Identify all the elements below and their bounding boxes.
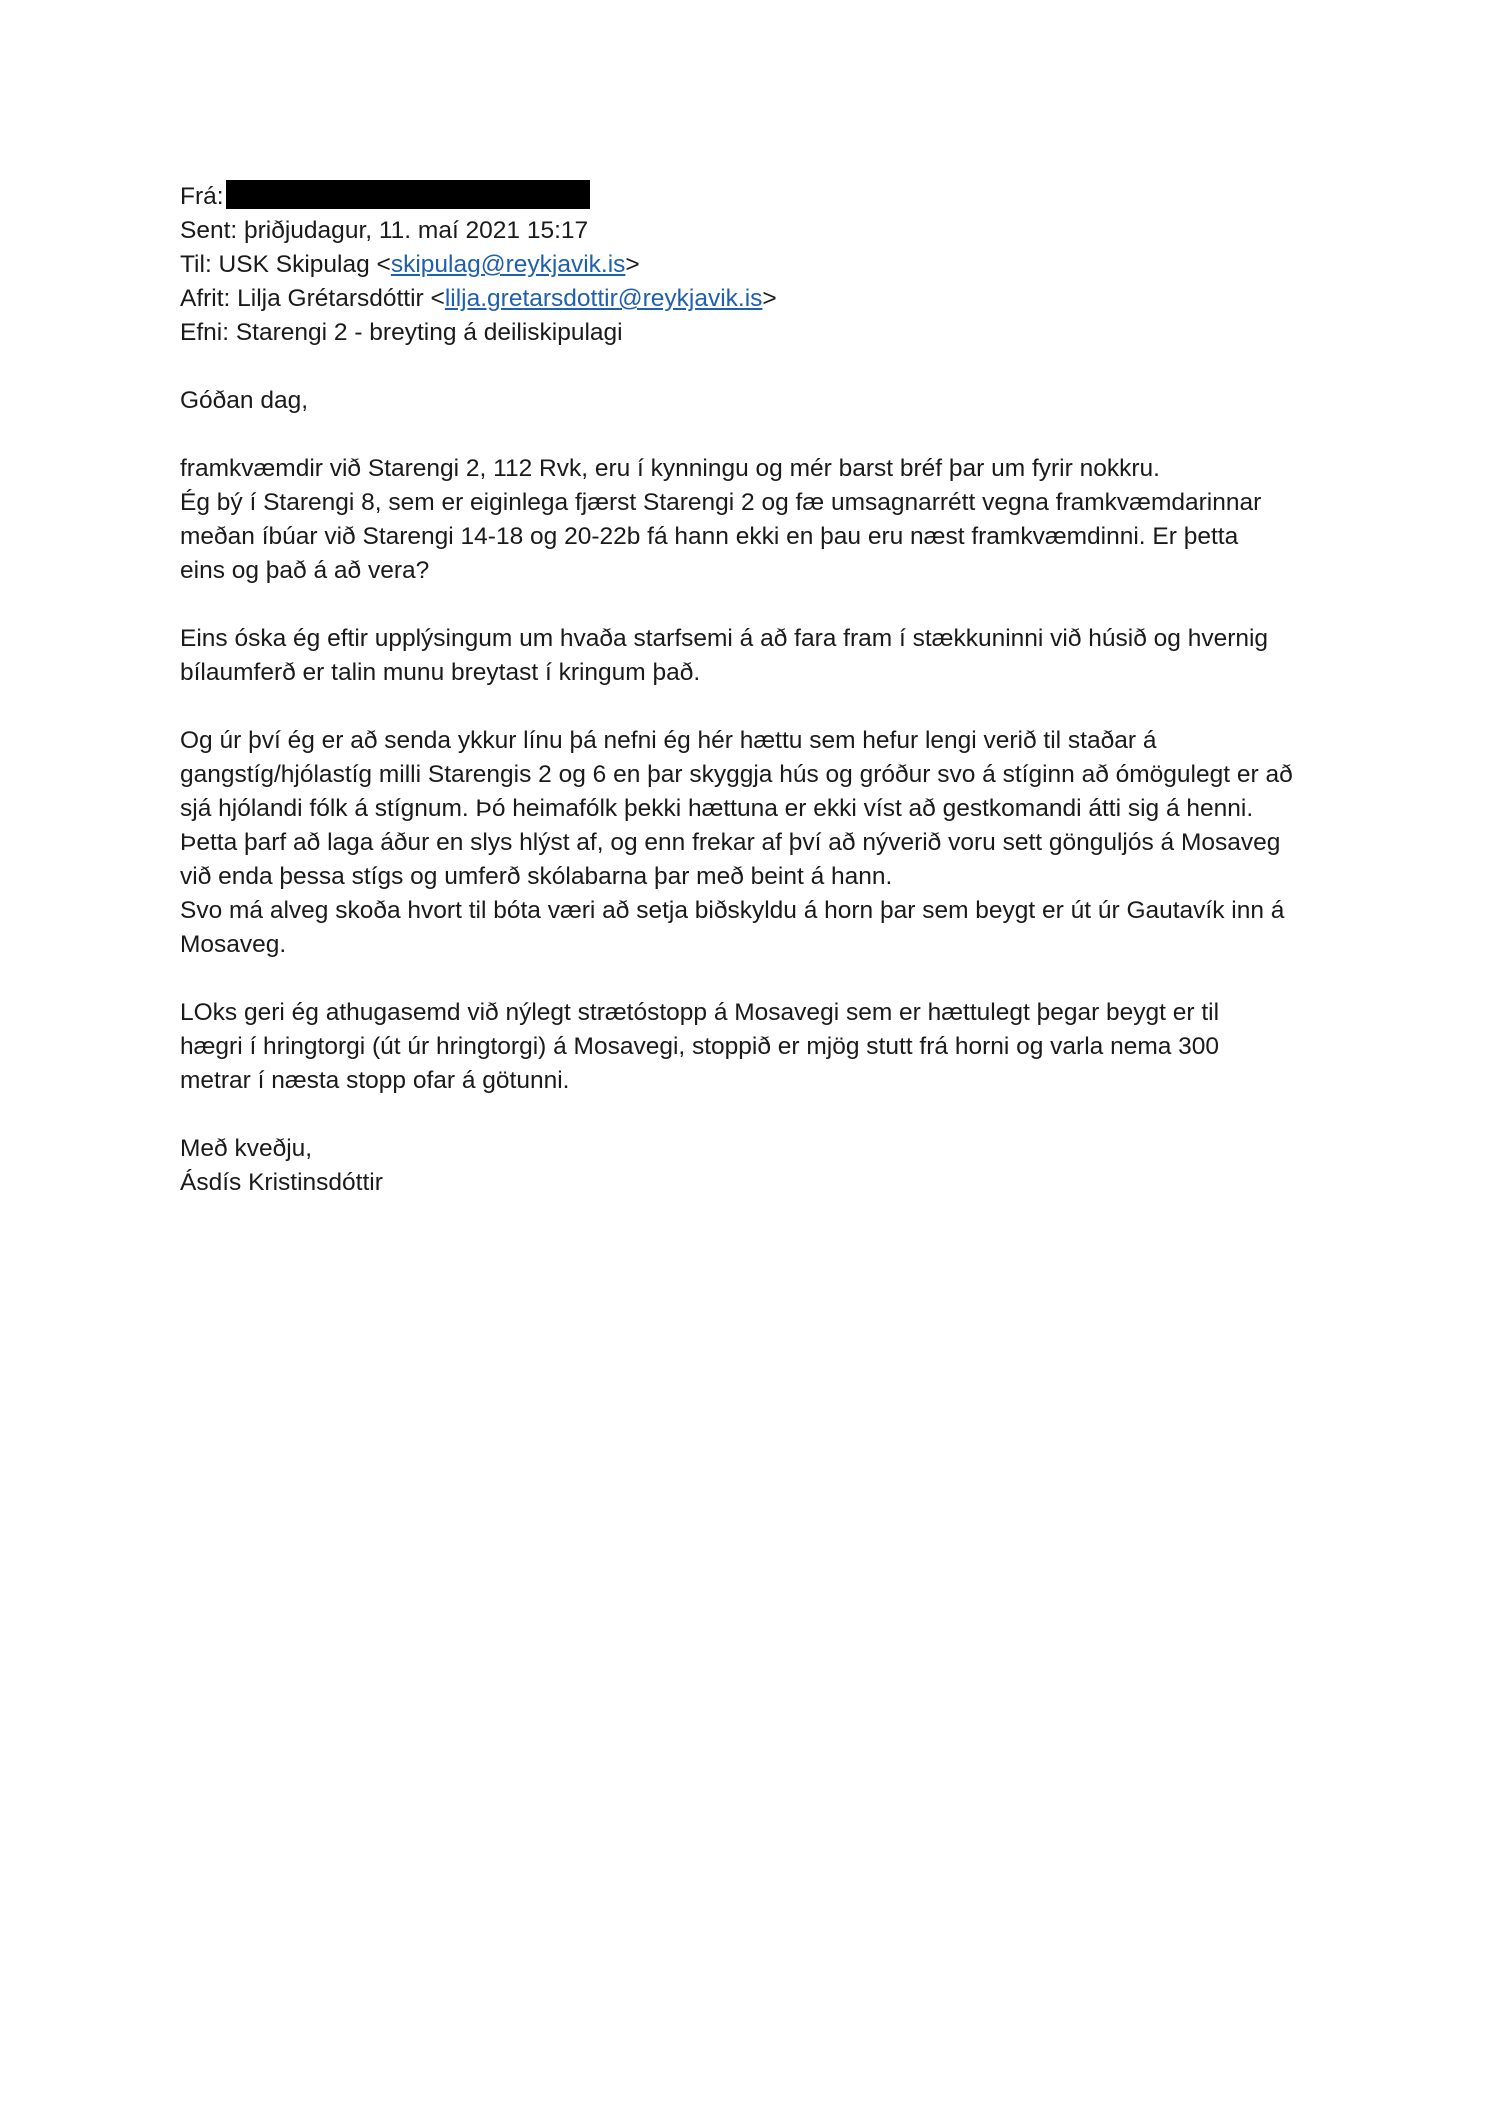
text-line: bílaumferð er talin munu breytast í kringum það. bbox=[180, 659, 701, 686]
email-document bbox=[180, 180, 1350, 1200]
text-line: Eins óska ég eftir upplýsingum um hvaða starfsemi á að fara fram í stækkuninni við húsið og hvernig bbox=[180, 625, 1269, 652]
cc-prefix: Afrit: Lilja Grétarsdóttir < bbox=[180, 285, 445, 312]
text-line: hægri í hringtorgi (út úr hringtorgi) á Mosavegi, stoppið er mjög stutt frá horni og varla nema 300 bbox=[180, 1033, 1220, 1060]
text-line: framkvæmdir við Starengi 2, 112 Rvk, eru í kynningu og mér barst bréf þar um fyrir nokkru. bbox=[180, 455, 1160, 482]
to-suffix: > bbox=[625, 251, 640, 278]
text-line: gangstíg/hjólastíg milli Starengis 2 og 6 en þar skyggja hús og gróður svo á stíginn að ómögulegt er að bbox=[180, 761, 1293, 788]
text-line: Mosaveg. bbox=[180, 931, 287, 958]
paragraph-3 bbox=[180, 724, 1350, 962]
closing-block bbox=[180, 1132, 1350, 1200]
email-header bbox=[180, 180, 1350, 350]
text-line: eins og það á að vera? bbox=[180, 557, 430, 584]
text-line: LOks geri ég athugasemd við nýlegt strætóstopp á Mosavegi sem er hættulegt þegar beygt er til bbox=[180, 999, 1220, 1026]
paragraph-2 bbox=[180, 622, 1350, 690]
cc-suffix: > bbox=[762, 285, 777, 312]
from-label: Frá: bbox=[180, 183, 224, 210]
from-line bbox=[180, 180, 1350, 214]
text-line: Ég bý í Starengi 8, sem er eiginlega fjærst Starengi 2 og fæ umsagnarrétt vegna framkvæmdarinnar bbox=[180, 489, 1262, 516]
cc-line bbox=[180, 282, 1350, 316]
to-email-link[interactable]: skipulag@reykjavik.is bbox=[390, 251, 626, 278]
closing: Með kveðju, bbox=[180, 1135, 313, 1162]
text-line: við enda þessa stígs og umferð skólabarna þar með beint á hann. bbox=[180, 863, 893, 890]
sent-line: Sent: þriðjudagur, 11. maí 2021 15:17 bbox=[180, 217, 589, 244]
redacted-sender bbox=[226, 180, 590, 209]
text-line: Svo má alveg skoða hvort til bóta væri að setja biðskyldu á horn þar sem beygt er út úr Gautavík inn á bbox=[180, 897, 1285, 924]
paragraph-4 bbox=[180, 996, 1350, 1098]
signature: Ásdís Kristinsdóttir bbox=[180, 1169, 383, 1196]
text-line: Þetta þarf að laga áður en slys hlýst af, og enn frekar af því að nýverið voru sett gönguljós á Mosaveg bbox=[180, 829, 1281, 856]
text-line: sjá hjólandi fólk á stígnum. Þó heimafólk þekki hættuna er ekki víst að gestkomandi átti sig á henni. bbox=[180, 795, 1254, 822]
paragraph-1 bbox=[180, 452, 1350, 588]
to-line bbox=[180, 248, 1350, 282]
text-line: meðan íbúar við Starengi 14-18 og 20-22b fá hann ekki en þau eru næst framkvæmdinni. Er þetta bbox=[180, 523, 1239, 550]
text-line: Og úr því ég er að senda ykkur línu þá nefni ég hér hættu sem hefur lengi verið til staðar á bbox=[180, 727, 1157, 754]
subject-line: Efni: Starengi 2 - breyting á deiliskipulagi bbox=[180, 319, 623, 346]
text-line: metrar í næsta stopp ofar á götunni. bbox=[180, 1067, 570, 1094]
greeting: Góðan dag, bbox=[180, 387, 309, 414]
to-prefix: Til: USK Skipulag < bbox=[180, 251, 391, 278]
cc-email-link[interactable]: lilja.gretarsdottir@reykjavik.is bbox=[444, 285, 763, 312]
